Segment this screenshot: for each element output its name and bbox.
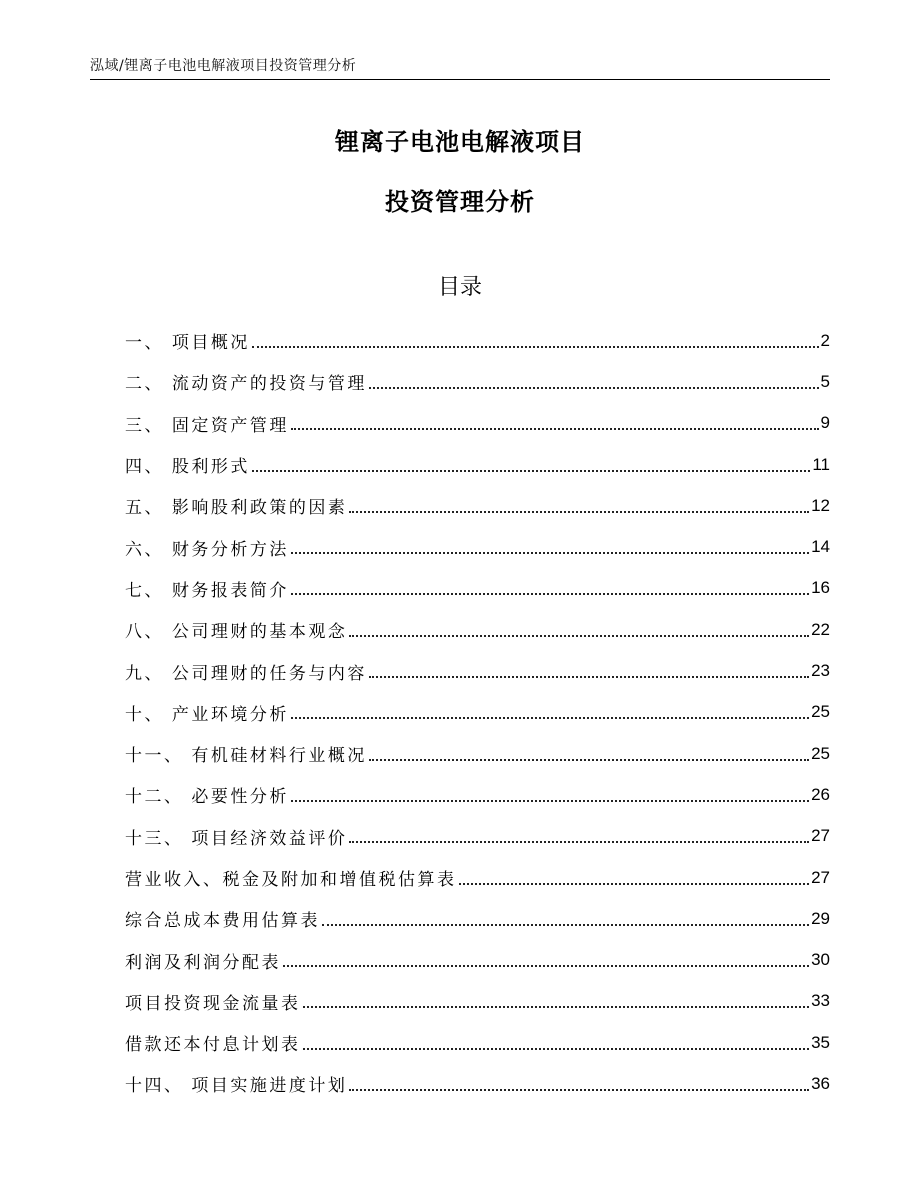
toc-entry-label: 十、 产业环境分析: [125, 704, 289, 725]
toc-entry[interactable]: [125, 692, 830, 733]
toc-dot-leader: [303, 1048, 810, 1050]
toc-entry-label: 借款还本付息计划表: [125, 1035, 301, 1056]
toc-entry[interactable]: [125, 320, 830, 361]
toc-dot-leader: [291, 428, 819, 430]
toc-entry-label: 一、 项目概况: [125, 333, 250, 354]
toc-entry-page: 29: [811, 908, 830, 928]
toc-entry[interactable]: [125, 857, 830, 898]
toc-entry-label: 五、 影响股利政策的因素: [125, 498, 348, 519]
toc-entry-page: 9: [820, 413, 830, 433]
toc-dot-leader: [369, 676, 809, 678]
document-title-line1: 锂离子电池电解液项目: [335, 128, 585, 156]
toc-entry[interactable]: [125, 1063, 830, 1104]
toc-dot-leader: [349, 511, 809, 513]
toc-dot-leader: [252, 470, 810, 472]
toc-entry-label: 四、 股利形式: [125, 457, 250, 478]
toc-entry-page: 5: [820, 371, 830, 391]
toc-entry[interactable]: [125, 568, 830, 609]
toc-dot-leader: [459, 883, 810, 885]
table-of-contents: [125, 320, 830, 1105]
toc-entry-page: 11: [812, 454, 830, 474]
toc-dot-leader: [283, 965, 809, 967]
toc-entry[interactable]: [125, 485, 830, 526]
toc-dot-leader: [291, 593, 809, 595]
toc-entry[interactable]: [125, 774, 830, 815]
toc-dot-leader: [349, 1089, 809, 1091]
toc-entry[interactable]: [125, 1022, 830, 1063]
toc-entry[interactable]: [125, 444, 830, 485]
toc-entry-label: 十一、 有机硅材料行业概况: [125, 746, 367, 767]
toc-entry[interactable]: [125, 939, 830, 980]
toc-dot-leader: [291, 800, 809, 802]
toc-dot-leader: [291, 717, 809, 719]
toc-entry-page: 25: [811, 702, 830, 722]
toc-dot-leader: [322, 924, 809, 926]
toc-entry-label: 七、 财务报表简介: [125, 580, 289, 601]
toc-dot-leader: [369, 759, 809, 761]
toc-dot-leader: [369, 387, 819, 389]
toc-entry-label: 十三、 项目经济效益评价: [125, 828, 348, 849]
toc-dot-leader: [291, 552, 809, 554]
toc-entry-label: 六、 财务分析方法: [125, 539, 289, 560]
running-header: 泓域/锂离子电池电解液项目投资管理分析: [90, 58, 357, 74]
toc-entry-label: 十二、 必要性分析: [125, 787, 289, 808]
toc-entry-page: 33: [811, 991, 830, 1011]
toc-entry-page: 2: [820, 330, 830, 350]
toc-dot-leader: [349, 635, 809, 637]
toc-entry-page: 27: [811, 867, 830, 887]
toc-entry-label: 八、 公司理财的基本观念: [125, 622, 348, 643]
toc-entry-page: 14: [811, 537, 830, 557]
toc-entry-label: 二、 流动资产的投资与管理: [125, 374, 367, 395]
toc-entry[interactable]: [125, 733, 830, 774]
header-rule: [90, 79, 830, 80]
toc-entry[interactable]: [125, 609, 830, 650]
toc-dot-leader: [303, 1006, 810, 1008]
toc-entry-page: 26: [811, 784, 830, 804]
toc-entry-label: 营业收入、税金及附加和增值税估算表: [125, 870, 457, 890]
toc-entry-page: 12: [811, 495, 830, 515]
toc-entry-label: 三、 固定资产管理: [125, 415, 289, 436]
toc-entry-page: 22: [811, 619, 830, 639]
toc-dot-leader: [349, 841, 809, 843]
toc-dot-leader: [252, 346, 819, 348]
toc-entry-page: 23: [811, 661, 830, 681]
toc-entry[interactable]: [125, 816, 830, 857]
toc-entry-label: 利润及利润分配表: [125, 952, 281, 973]
toc-entry-page: 36: [811, 1073, 830, 1093]
toc-entry-page: 35: [811, 1032, 830, 1052]
toc-entry-page: 16: [811, 578, 830, 598]
toc-entry[interactable]: [125, 526, 830, 567]
document-title-line2: 投资管理分析: [385, 188, 535, 216]
toc-entry-label: 十四、 项目实施进度计划: [125, 1076, 348, 1097]
toc-entry-label: 九、 公司理财的任务与内容: [125, 663, 367, 684]
toc-entry[interactable]: [125, 403, 830, 444]
toc-entry[interactable]: [125, 361, 830, 402]
toc-entry-page: 25: [811, 743, 830, 763]
toc-entry[interactable]: [125, 981, 830, 1022]
toc-entry-label: 综合总成本费用估算表: [125, 911, 320, 932]
toc-heading: 目录: [437, 275, 482, 300]
toc-entry-label: 项目投资现金流量表: [125, 993, 301, 1014]
toc-entry-page: 30: [811, 950, 830, 970]
toc-entry[interactable]: [125, 650, 830, 691]
toc-entry-page: 27: [811, 826, 830, 846]
toc-entry[interactable]: [125, 898, 830, 939]
